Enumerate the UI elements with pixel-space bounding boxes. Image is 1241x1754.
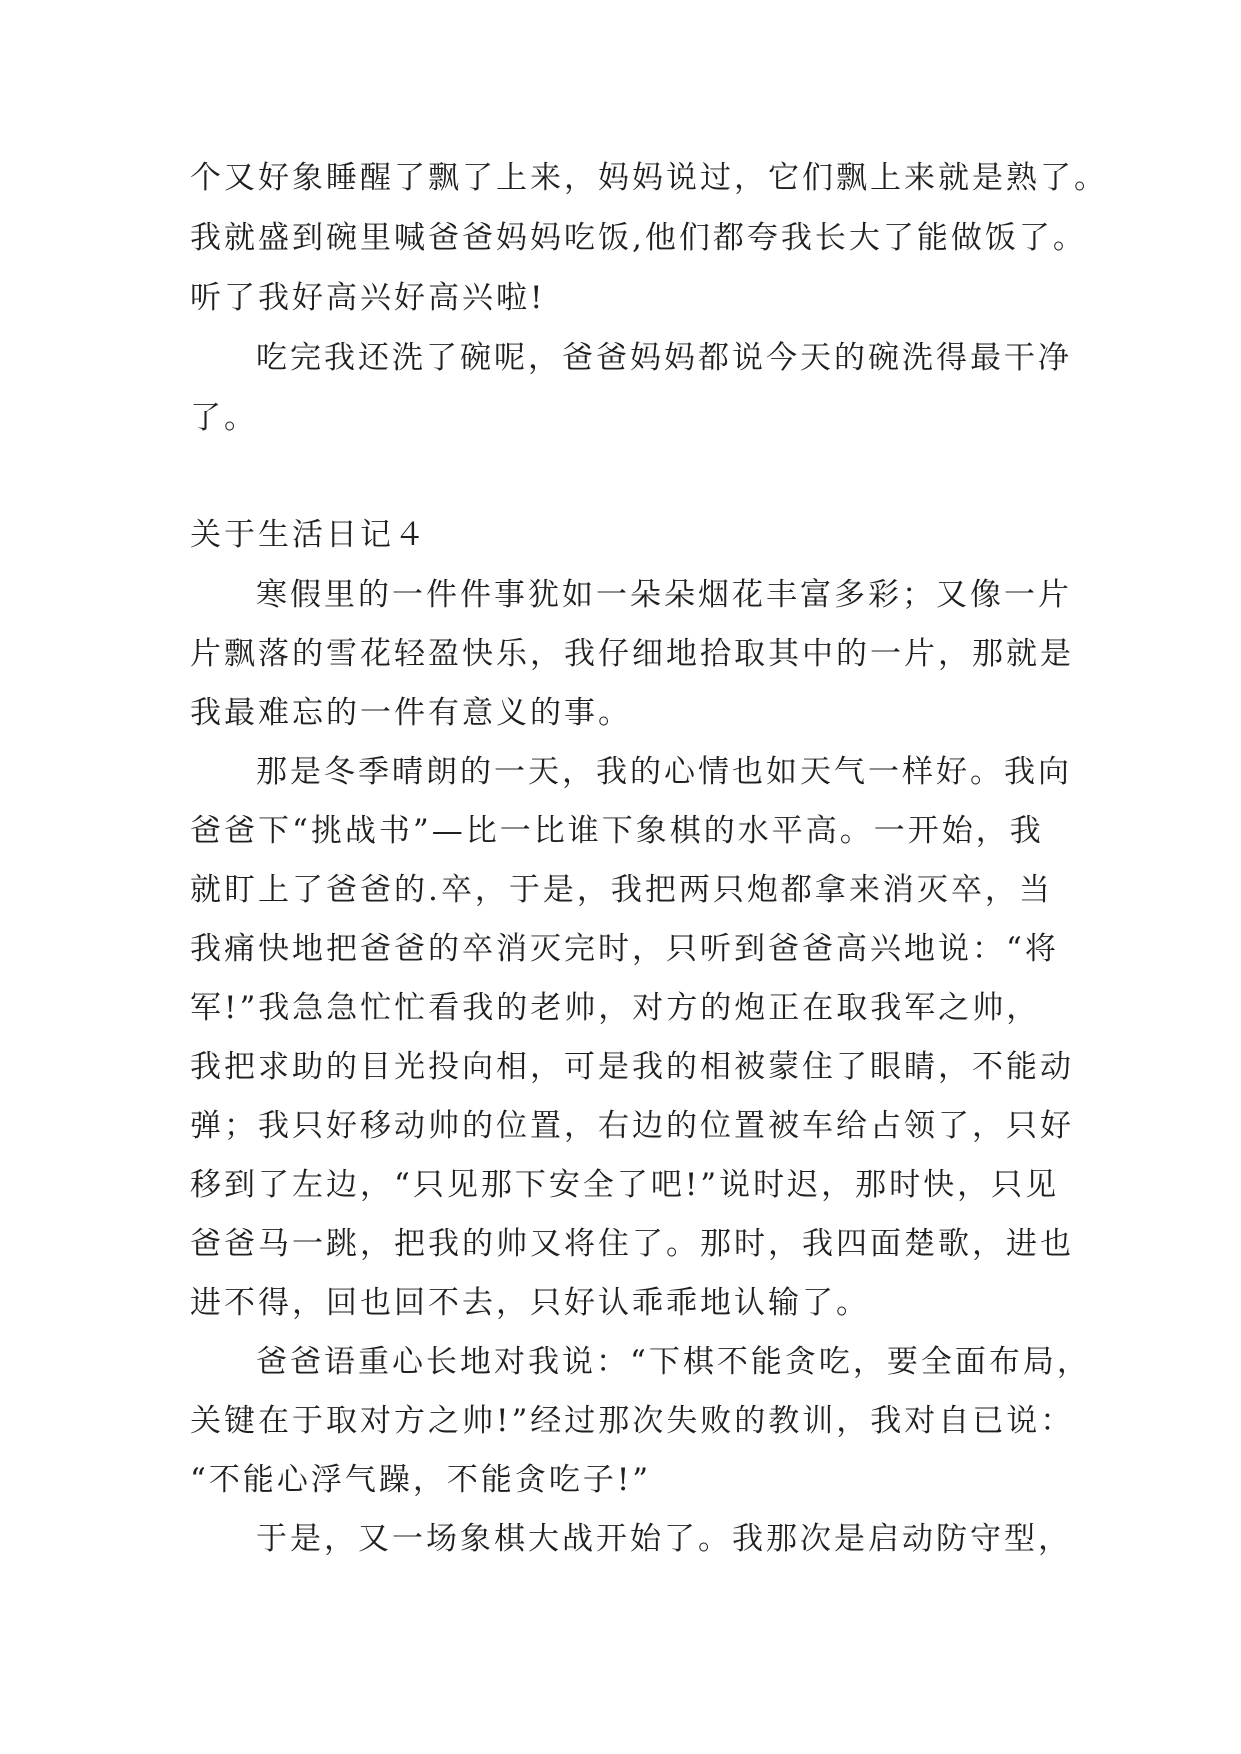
body-text-line: 听了我好高兴好高兴啦! bbox=[190, 280, 546, 316]
section-title: 关于生活日记４ bbox=[190, 517, 428, 553]
body-text-line: 我就盛到碗里喊爸爸妈妈吃饭,他们都夸我长大了能做饭了。 bbox=[190, 220, 1087, 256]
body-text-line: 于是，又一场象棋大战开始了。我那次是启动防守型， bbox=[256, 1521, 1072, 1557]
body-text-line: 片飘落的雪花轻盈快乐，我仔细地拾取其中的一片，那就是 bbox=[190, 636, 1074, 672]
body-text-line: 爸爸下“挑战书”—比一比谁下象棋的水平高。一开始，我 bbox=[190, 813, 1044, 849]
body-text-line: 军!”我急急忙忙看我的老帅，对方的炮正在取我军之帅， bbox=[190, 990, 1041, 1026]
body-text-line: 了。 bbox=[190, 400, 258, 436]
body-text-line: 爸爸马一跳，把我的帅又将住了。那时，我四面楚歌，进也 bbox=[190, 1226, 1074, 1262]
body-text-line: “不能心浮气躁，不能贪吃子!” bbox=[190, 1462, 652, 1498]
body-text-line: 弹；我只好移动帅的位置，右边的位置被车给占领了，只好 bbox=[190, 1108, 1074, 1144]
body-text-line: 我痛快地把爸爸的卒消灭完时，只听到爸爸高兴地说：“将 bbox=[190, 931, 1059, 967]
body-text-line: 我把求助的目光投向相，可是我的相被蒙住了眼睛，不能动 bbox=[190, 1049, 1074, 1085]
body-text-line: 就盯上了爸爸的.卒，于是，我把两只炮都拿来消灭卒，当 bbox=[190, 872, 1053, 908]
body-text-line: 关键在于取对方之帅!”经过那次失败的教训，我对自已说： bbox=[190, 1403, 1075, 1439]
body-text-line: 那是冬季晴朗的一天，我的心情也如天气一样好。我向 bbox=[256, 754, 1072, 790]
body-text-line: 吃完我还洗了碗呢，爸爸妈妈都说今天的碗洗得最干净 bbox=[256, 340, 1072, 376]
body-text-line: 进不得，回也回不去，只好认乖乖地认输了。 bbox=[190, 1285, 870, 1321]
body-text-line: 寒假里的一件件事犹如一朵朵烟花丰富多彩；又像一片 bbox=[256, 577, 1072, 613]
body-text-line: 个又好象睡醒了飘了上来，妈妈说过，它们飘上来就是熟了。 bbox=[190, 160, 1108, 196]
body-text-line: 我最难忘的一件有意义的事。 bbox=[190, 695, 632, 731]
body-text-line: 爸爸语重心长地对我说：“下棋不能贪吃，要全面布局， bbox=[256, 1344, 1091, 1380]
body-text-line: 移到了左边，“只见那下安全了吧!”说时迟，那时快，只见 bbox=[190, 1167, 1060, 1203]
